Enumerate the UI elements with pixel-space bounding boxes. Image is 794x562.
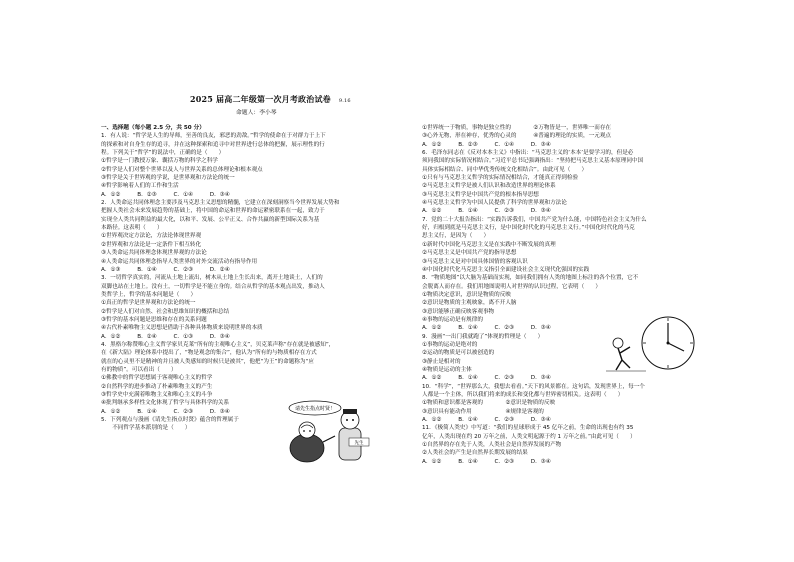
left-line: 不同哲学基本派别的是（ ） xyxy=(101,425,191,432)
right-line: 6．毛泽东同志在《反对本本主义》中指出：“马克思主义的‘本本’是要学习的，但是必 xyxy=(422,150,634,157)
left-line: ①世界观决定方法论，方法论体现世界观 xyxy=(101,233,202,240)
left-line: 的探索和对自身生存的追寻，并在这种探索和追寻中对世界进行总体的把握，展示理性的行 xyxy=(101,141,325,148)
cartoon-speech: 请先生指点时贤！ xyxy=(294,406,336,412)
left-line: ④批判继承多样性文化体现了哲学与具体科学的关系 xyxy=(101,400,230,407)
right-line: 须同我国的实际情况相结合。”习近平总书记强调指出：“坚持把马克思主义基本原理同中国 xyxy=(422,158,644,165)
left-line: A．①② B．②④ C．①③ D．③④ xyxy=(101,333,230,340)
left-line: 就在的心灵里不是精神的并且被人类感知的时候只是被其”，他把“为王”的命题称为“应 xyxy=(101,358,314,365)
left-line: ③哲学史中充满着唯物主义和唯心主义的斗争 xyxy=(101,392,213,398)
left-line: ④古代朴素唯物主义思想是借助于各种具体物质来说明世界的本质 xyxy=(101,325,263,332)
right-line: ①世界统一于物质，事物是独立性的 ②万物皆是一，世界唯一而存在 xyxy=(422,125,612,131)
title-text: 2025 届高二年级第一次月考政治试卷 xyxy=(190,94,331,104)
right-line: ①物质决定意识，意识是物质的反映 xyxy=(422,291,511,298)
left-line: 4．黑格尔称赞唯心主义哲学家贝克莱“所有的主观唯心主义”，贝克莱声称“存在就是被感知”， xyxy=(101,341,335,348)
right-line: ②运动的物质是可以被创造的 xyxy=(422,350,495,357)
left-line: ①哲学是一门教授万象、囊括万物的科学之科学 xyxy=(101,158,218,165)
right-line: A．①② B．②③ C．①④ D．③④ xyxy=(422,141,551,148)
left-line: 本路径。这表明（ ） xyxy=(101,225,163,232)
right-line: ④马克思主义哲学为中国人民提供了科学的世界观和方法论 xyxy=(422,200,567,207)
left-line: 类哲学上，哲学的基本问题是（ ） xyxy=(101,291,197,298)
page-title xyxy=(190,94,351,105)
right-line: ③意识能够正确反映客观事物 xyxy=(422,308,495,315)
right-line: 好，归根到底是马克思主义行，是中国化时代化的马克思主义行。”中国化时代化的马克 xyxy=(422,225,635,232)
left-line: ②哲学是人们对整个世界以及人与世界关系的总体理论和根本观点 xyxy=(101,166,263,173)
cartoon-name: 先生 xyxy=(354,441,364,446)
right-line: 10．“科学”，“世界那么大，我想去看看。”天下的风景都在。这句话，发现世界上，每一个 xyxy=(422,383,645,390)
left-line: ④哲学影响着人们的工作和生活 xyxy=(101,183,179,190)
left-line: 2．人类命运共同体理念主要涉及马克思主义思想的精髓，它建立在深刻洞察当今世界发展大势和 xyxy=(101,200,340,207)
left-line: ②自然科学的进步推动了朴素唯物主义的产生 xyxy=(101,383,213,390)
right-line: ③静止是相对的 xyxy=(422,358,461,365)
right-line: ②人类社会的产生是自然界长期发展的结果 xyxy=(422,450,528,457)
left-line: 1．有人说：“哲学是人生的导师，至善的良友，邪恶的劲敌。”哲学的使命在于对群力于上下 xyxy=(101,133,326,140)
left-line: A．①② B．②③ C．①④ D．③④ xyxy=(101,191,230,198)
exam-author: 命题人：李小琴 xyxy=(236,110,277,116)
right-line: A．①② B．①④ C．②③ D．③④ xyxy=(422,208,551,215)
right-line: 思主义行，是因为（ ） xyxy=(422,233,490,240)
right-line: 人都是一个主体，所以我们将来的成长和变化都与世界密切相关。这表明（ ） xyxy=(422,392,624,398)
right-line: A．①② B．①④ C．②③ D．③④ xyxy=(422,417,551,424)
left-column xyxy=(101,124,384,433)
exam-date: 9.16 xyxy=(338,98,351,104)
left-line: ④人类命运共同体理念指导人类世界的对外交流活动有指导作用 xyxy=(101,258,258,265)
right-line: ②马克思主义是中国共产党的指导思想 xyxy=(422,250,517,257)
cartoon-illustration xyxy=(277,398,381,466)
right-line: ①只有与马克思主义哲学的实际情况相结合，才能真正得到检验 xyxy=(422,175,579,182)
left-line: 5．下列观点与漫画《请先生指点时贤》蕴含的哲理属于 xyxy=(101,417,239,424)
left-line: ②哲学是人们对自然、社会和思维知识的概括和总结 xyxy=(101,308,230,315)
right-line: ①事物的运动是绝对的 xyxy=(422,341,478,348)
right-line: ③马克思主义哲学是中国共产党的根本指导思想 xyxy=(422,191,539,198)
left-line: 程。下列关于“哲学”的说法中，正确的是（ ） xyxy=(101,150,225,157)
right-line: 7．党的二十大报告指出：“实践告诉我们，中国共产党为什么能，中国特色社会主义为什么 xyxy=(422,216,647,223)
left-line: 在《新大陆》理论体系中提出了，“物是观念的集合”，他认为“所有的与物质相存在方式 xyxy=(101,350,317,357)
right-line: ①新时代中国化马克思主义是在实践中不断发展的真理 xyxy=(422,241,556,248)
right-line: ④事物的运动是有规律的 xyxy=(422,316,483,323)
left-line: ③人类命运共同体理念体现世界观的方法论 xyxy=(101,250,207,257)
right-line: 8．“物质地图”以大脑为基础而实现，如同我们拥有人类的地图上标注的各个位置，它不 xyxy=(422,275,639,282)
right-line: 具体实际相结合、同中华优秀传统文化相结合”。由此可见（ ） xyxy=(422,166,588,173)
left-line: 3．一切哲学真实的，河流从土地上流出，树木从土地上生长出来，离开土地谈土，人们的 xyxy=(101,275,323,282)
right-line: ③心外无物，形在神存，优秀的心灵的 ④普遍的理论的实质，一元观点 xyxy=(422,133,612,140)
right-line: ③意识具有能动作用 ④规律是客观的 xyxy=(422,408,544,415)
left-line: A．①③ B．①④ C．②③ D．②④ xyxy=(101,266,230,273)
left-line: ①佛教中的哲学思想属于客观唯心主义的哲学 xyxy=(101,375,213,382)
left-line: ③哲学的基本问题是思维和存在的关系问题 xyxy=(101,316,207,323)
left-line: 把握人类社会未来发展趋势的基础上，将中国的命运和世界的命运紧密联系在一起，致力于 xyxy=(101,208,325,215)
right-column xyxy=(422,124,703,466)
left-line: 有的物质”。可以看出（ ） xyxy=(101,366,177,373)
right-line: A．①② B．①④ C．②③ D．③④ xyxy=(422,375,551,382)
right-line: 会脱离人而存在。我们用地图说明人对世界的认识过程，它表明（ ） xyxy=(422,283,602,290)
left-line: ①真正的哲学是世界观和方法论的统一 xyxy=(101,300,196,307)
right-line: ①物质和意识都是客观的 ②意识是物质的反映 xyxy=(422,400,556,407)
left-line: ②世界观和方法论是一定条件下相互转化 xyxy=(101,241,202,248)
left-line: A．①② B．①④ C．②③ D．③④ xyxy=(101,408,230,415)
right-line: 11．《极简人类史》中写道：“我们的星球形成于 45 亿年之前，生命的出现也有约 35 xyxy=(422,425,634,432)
clock-illustration xyxy=(598,313,698,379)
right-line: 亿年，人类出现在约 20 万年之前，人类文明起源于约 1 万年之前。”由此可见（ ） xyxy=(422,433,636,440)
right-line: ③马克思主义是对中国具体国情的客观认识 xyxy=(422,258,528,265)
left-line: 双脚也站在土地上。没有土，一切哲学是不能立身的。结合从哲学的基本观点出发，推动人 xyxy=(101,283,325,290)
right-line: ①自然界的存在先于人类，人类社会是自然界发展的产物 xyxy=(422,442,562,449)
right-line: 9．漫画“一出门我就跑了”体现的哲理是（ ） xyxy=(422,333,544,340)
right-line: ④物质是运动的主体 xyxy=(422,366,472,373)
right-line: A．①② B．①④ C．②③ D．③④ xyxy=(422,325,551,332)
left-line: 实现全人类共同利益的最大化，以和平、发展、公平正义、合作共赢的新型国际关系为基 xyxy=(101,216,320,223)
left-line: ③哲学是关于世界观的学说，是世界观和方法论的统一 xyxy=(101,175,235,182)
right-line: A．①② B．①④ C．②③ D．③④ xyxy=(422,458,551,465)
right-line: ②马克思主义哲学是被人们认识和改造世界的理论体系 xyxy=(422,183,556,190)
right-line: ④中国化时代化马克思主义指引全面建设社会主义现代化强国的实践 xyxy=(422,266,590,273)
left-line: 一、选择题（每小题 2.5 分，共 50 分） xyxy=(101,125,205,131)
right-line: ②意识是物质的主观映象，离不开人脑 xyxy=(422,300,517,307)
